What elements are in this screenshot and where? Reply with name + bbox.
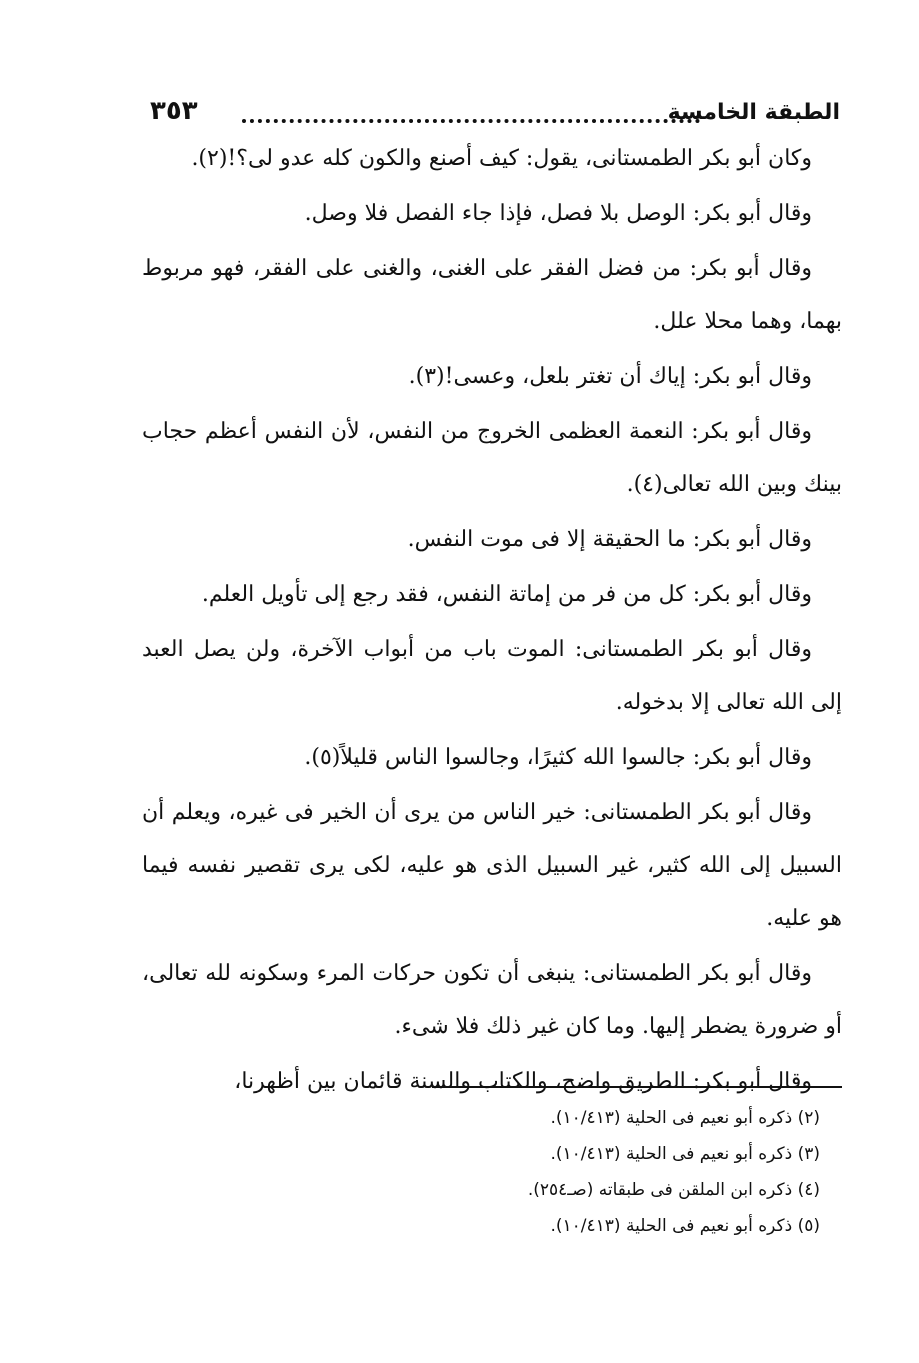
footnote-separator — [432, 1086, 842, 1088]
footnotes — [380, 1100, 820, 1244]
paragraph: وقال أبو بكر الطمستانى: الموت باب من أبواب الآخرة، ولن يصل العبد إلى الله تعالى إلا بدخوله. — [142, 637, 842, 715]
running-title: الطبقة الخامسة — [667, 100, 840, 125]
paragraph: وقال أبو بكر الطمستانى: ينبغى أن تكون حركات المرء وسكونه لله تعالى، أو ضرورة يضطر إليها. وما كان غير ذلك فلا شىء. — [142, 961, 842, 1039]
paragraph: وقال أبو بكر: الطريق واضح، والكتاب والسنة قائمان بين أظهرنا، — [234, 1069, 812, 1094]
body-text — [142, 132, 842, 1110]
footnote: (٢) ذكره أبو نعيم فى الحلية (١٠/٤١٣). — [550, 1108, 820, 1128]
footnote: (٤) ذكره ابن الملقن فى طبقاته (صـ٢٥٤). — [527, 1180, 820, 1200]
paragraph: وقال أبو بكر: كل من فر من إماتة النفس، فقد رجع إلى تأويل العلم. — [201, 582, 812, 607]
paragraph: وقال أبو بكر: الوصل بلا فصل، فإذا جاء الفصل فلا وصل. — [304, 201, 812, 226]
paragraph: وقال أبو بكر: ما الحقيقة إلا فى موت النفس. — [407, 527, 812, 552]
paragraph: وقال أبو بكر: النعمة العظمى الخروج من النفس، لأن النفس أعظم حجاب بينك وبين الله تعالى(٤). — [142, 419, 842, 497]
page-number: ٣٥٣ — [150, 96, 198, 126]
footnote: (٥) ذكره أبو نعيم فى الحلية (١٠/٤١٣). — [550, 1216, 820, 1236]
page-header — [150, 95, 840, 131]
paragraph: وكان أبو بكر الطمستانى، يقول: كيف أصنع والكون كله عدو لى؟!(٢). — [191, 146, 812, 171]
paragraph: وقال أبو بكر: إياك أن تغتر بلعل، وعسى!(٣). — [408, 364, 812, 389]
dotted-leader — [242, 109, 700, 123]
footnote: (٣) ذكره أبو نعيم فى الحلية (١٠/٤١٣). — [550, 1144, 820, 1164]
paragraph: وقال أبو بكر: جالسوا الله كثيرًا، وجالسوا الناس قليلاً(٥). — [304, 745, 812, 770]
paragraph: وقال أبو بكر الطمستانى: خير الناس من يرى أن الخير فى غيره، ويعلم أن السبيل إلى الله كثير، غير السبيل الذى هو عليه، لكى يرى تقصير نفسه فيما هو عليه. — [142, 800, 842, 931]
paragraph: وقال أبو بكر: من فضل الفقر على الغنى، والغنى على الفقر، فهو مربوط بهما، وهما محلا علل. — [142, 256, 842, 334]
